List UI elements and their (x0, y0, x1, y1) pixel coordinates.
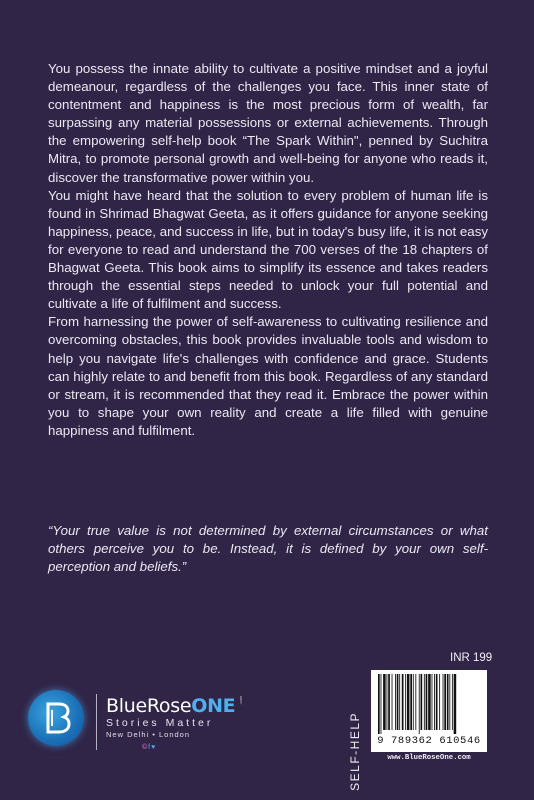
barcode-bar (426, 674, 428, 730)
barcode-bar (402, 674, 404, 730)
barcode-bar (447, 674, 449, 730)
barcode-bar (410, 674, 412, 730)
barcode-bar (392, 674, 393, 730)
barcode-bar (421, 674, 423, 730)
bluerose-b-logo-icon (28, 690, 84, 746)
barcode-bar (452, 674, 453, 730)
barcode-bar (434, 674, 435, 730)
barcode-bar (413, 674, 414, 730)
barcode-bar (381, 674, 382, 734)
barcode-bar (383, 674, 386, 730)
barcode-bar (388, 674, 390, 730)
barcode-bar (449, 674, 450, 730)
website-url: www.BlueRoseOne.com (387, 754, 471, 762)
barcode-bar (424, 674, 425, 730)
publisher-name-suffix: ONE (191, 695, 236, 717)
blurb-paragraph: From harnessing the power of self-awareness to cultivating resilience and overcoming obstacles, this book provides invaluable tools and wisdom to help you navigate life's challenges with confidence and grace. Students can highly relate to and benefit from this book. Regardless of any standard or stream, it is recommended that they read it. Embrace the power within you to shape your own reality and create a life filled with genuine happiness and fulfilment. (48, 314, 488, 438)
barcode-bar (387, 674, 388, 730)
publisher-logo (26, 690, 256, 770)
barcode-bar (397, 674, 399, 730)
facebook-icon: f♥ (148, 744, 157, 751)
social-icons (142, 744, 156, 751)
barcode-bar (428, 674, 431, 730)
isbn-barcode (371, 670, 487, 752)
barcode-bar (443, 674, 444, 730)
barcode-bar (436, 674, 438, 730)
barcode-bar (395, 674, 396, 730)
barcode-bar (405, 674, 406, 730)
blurb-paragraph: You might have heard that the solution to every problem of human life is found in Shrimad Bhagwat Geeta, as it offers guidance for anyone seeking happiness, peace, and success in life, but in today's busy life, it is not easy for everyone to read and understand the 700 verses of the 18 chapters of Bhagwat Geeta. This book aims to simplify its essence and takes readers through the essential steps needed to unlock your full potential and cultivate a life of fulfilment and success. (48, 187, 488, 312)
pull-quote: “Your true value is not determined by external circumstances or what others perceive you to be. Instead, it is defined by your own self-perception and beliefs.” (48, 523, 488, 575)
publisher-cities: New Delhi • London (106, 730, 190, 739)
barcode-bar (439, 674, 440, 730)
barcode-bar (399, 674, 400, 730)
blurb-paragraph: You possess the innate ability to cultivate a positive mindset and a joyful demeanour, regardless of the challenges you face. This inner state of contentment and happiness is the most precious form of wealth, far surpassing any material possessions or external achievements. Through the empowering self-help book “The Spark Within", penned by Suchitra Mitra, to promote personal growth and well-being for anyone who reads it, discover the transformative power within you. (48, 61, 488, 185)
blurb (48, 60, 488, 440)
publisher-name (106, 695, 235, 717)
barcode-bars (378, 674, 480, 734)
publisher-tagline: Stories Matter (106, 717, 214, 729)
publisher-name-prefix: BlueRose (106, 695, 192, 717)
barcode-bar (407, 674, 410, 730)
genre-label: SELF-HELP (348, 712, 362, 791)
publisher-domain-suffix: .com (238, 696, 243, 705)
price-label: INR 199 (450, 652, 493, 664)
barcode-bar (444, 674, 446, 730)
barcode-bar (454, 674, 457, 734)
barcode-bar (378, 674, 380, 734)
barcode-bar (415, 674, 416, 730)
barcode-bar (432, 674, 433, 730)
publisher-divider (96, 694, 97, 750)
instagram-icon: © (142, 744, 149, 751)
isbn-number: 9 789362 610546 (377, 735, 481, 747)
barcode-bar (419, 674, 420, 734)
